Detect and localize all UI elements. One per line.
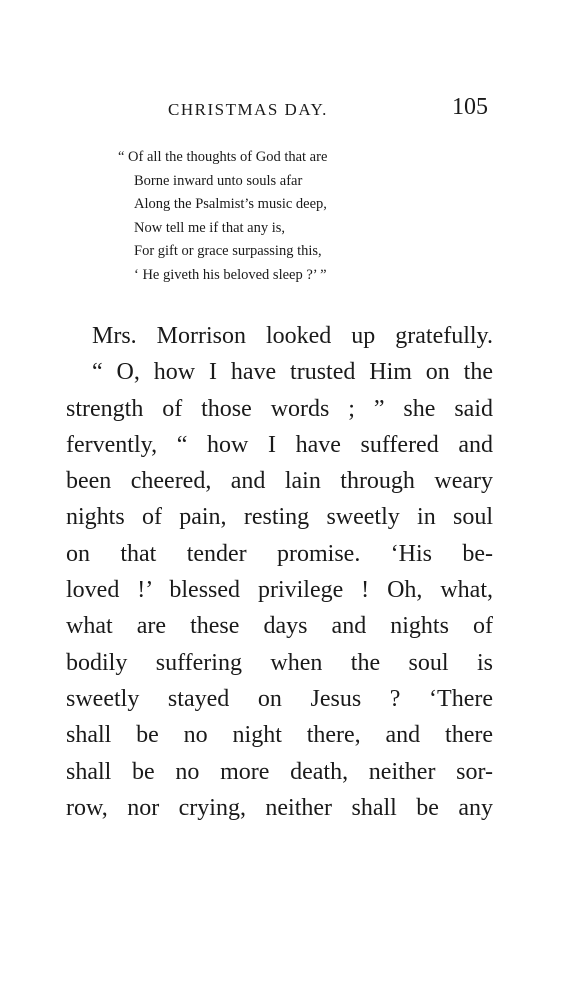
body-line: loved !’ blessed privilege ! Oh, what, bbox=[66, 577, 493, 604]
poem-line: Along the Psalmist’s music deep, bbox=[134, 196, 327, 212]
body-line: bodily suffering when the soul is bbox=[66, 649, 493, 676]
poem-line: Borne inward unto souls afar bbox=[134, 172, 303, 189]
poem-line: Now tell me if that any is, bbox=[134, 219, 286, 236]
body-line: “ O, how I have trusted Him on the bbox=[92, 359, 493, 386]
body-line: Mrs. Morrison looked up gratefully. bbox=[92, 323, 493, 349]
body-line: on that tender promise. ‘His be- bbox=[66, 540, 493, 567]
body-line: nights of pain, resting sweetly in soul bbox=[66, 504, 493, 531]
body-line: row, nor crying, neither shall be any bbox=[66, 794, 493, 821]
body-line: shall be no night there, and there bbox=[66, 722, 493, 749]
poem-line: ‘ He giveth his beloved sleep ?’ ” bbox=[134, 266, 327, 283]
body-line: sweetly stayed on Jesus ? ‘There bbox=[66, 685, 493, 712]
poem-line: For gift or grace surpassing this, bbox=[134, 243, 322, 259]
body-paragraph bbox=[66, 318, 493, 826]
poem-quote bbox=[118, 146, 448, 287]
body-line: strength of those words ; ” she said bbox=[66, 395, 493, 422]
page-number: 105 bbox=[452, 94, 488, 120]
body-line: what are these days and nights of bbox=[66, 613, 493, 640]
body-line: shall be no more death, neither sor- bbox=[66, 758, 493, 785]
body-line: fervently, “ how I have suffered and bbox=[66, 431, 493, 458]
poem-line: “ Of all the thoughts of God that are bbox=[118, 149, 328, 165]
page-header bbox=[0, 96, 583, 126]
running-title: CHRISTMAS DAY. bbox=[168, 100, 328, 119]
body-line: been cheered, and lain through weary bbox=[66, 468, 493, 495]
